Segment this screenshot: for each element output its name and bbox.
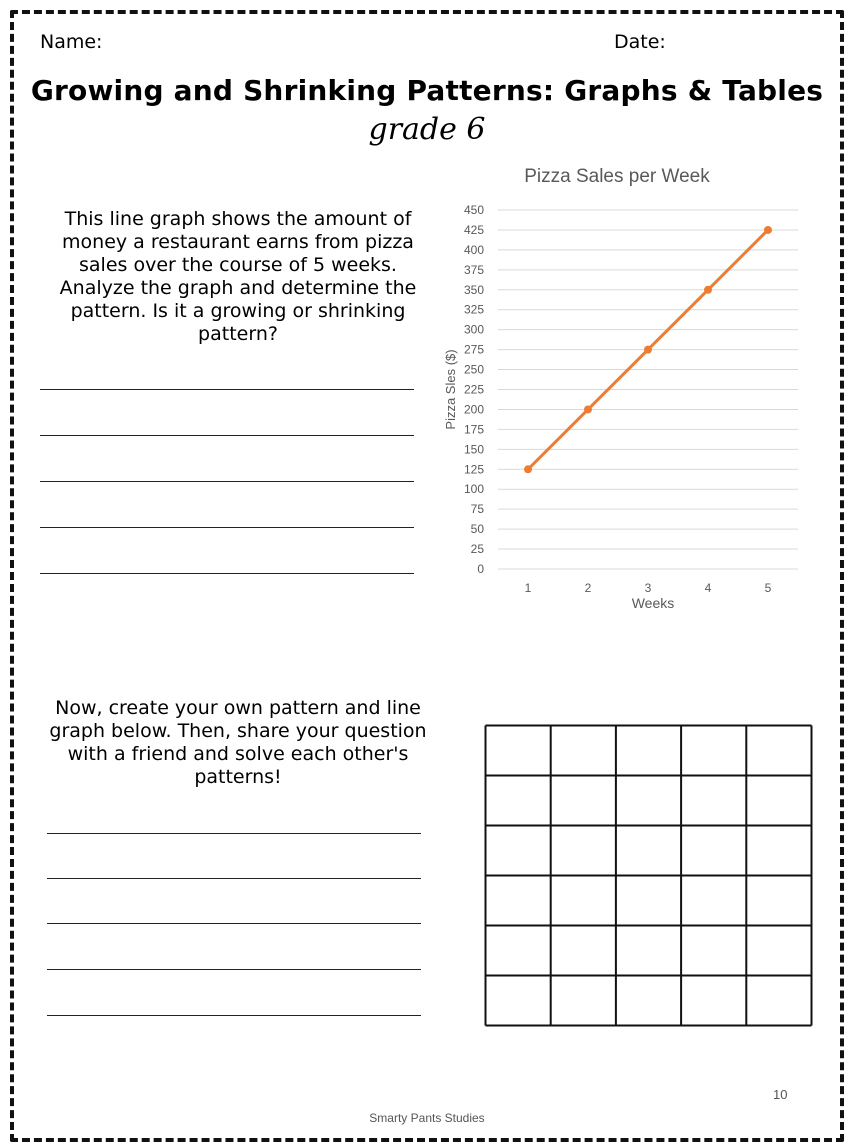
y-tick-label: 75: [470, 502, 484, 517]
y-tick-label: 0: [477, 562, 484, 576]
answer-line[interactable]: [47, 923, 421, 924]
data-point: [584, 405, 592, 413]
y-tick-label: 275: [463, 342, 484, 357]
y-tick-label: 100: [463, 482, 484, 497]
question-1-line: This line graph shows the amount of: [64, 208, 412, 230]
y-tick-label: 175: [463, 422, 484, 437]
question-1-line: Analyze the graph and determine the: [59, 277, 417, 299]
data-point: [524, 465, 532, 473]
y-tick-label: 350: [463, 282, 484, 297]
y-tick-label: 400: [463, 242, 484, 257]
y-axis-label: Pizza Sles ($): [443, 349, 458, 430]
page-number: 10: [773, 1087, 788, 1102]
answer-line[interactable]: [47, 878, 421, 879]
question-1-line: money a restaurant earns from pizza: [62, 231, 414, 253]
question-1-line: sales over the course of 5 weeks.: [79, 254, 397, 276]
question-2-line: patterns!: [194, 766, 282, 788]
x-tick-label: 4: [704, 581, 712, 595]
data-point: [704, 286, 712, 294]
y-tick-label: 150: [463, 442, 484, 457]
question-1-line: pattern?: [198, 323, 278, 345]
data-point: [764, 226, 772, 234]
y-tick-label: 325: [463, 302, 484, 317]
question-1: [30, 208, 446, 346]
y-tick-label: 50: [470, 522, 484, 537]
y-tick-label: 425: [463, 222, 484, 237]
y-tick-label: 375: [463, 262, 484, 277]
question-2-line: graph below. Then, share your question: [49, 720, 427, 742]
answer-line[interactable]: [47, 969, 421, 970]
answer-line[interactable]: [40, 481, 414, 482]
y-tick-label: 250: [463, 362, 484, 377]
x-tick-label: 2: [584, 581, 592, 595]
y-tick-label: 300: [463, 322, 484, 337]
x-tick-label: 1: [524, 581, 532, 595]
y-tick-label: 450: [463, 203, 484, 217]
y-tick-label: 200: [463, 402, 484, 417]
answer-line[interactable]: [40, 573, 414, 574]
x-axis-label: Weeks: [631, 595, 675, 611]
chart-title: Pizza Sales per Week: [524, 166, 710, 187]
answer-line[interactable]: [47, 833, 421, 834]
question-1-line: pattern. Is it a growing or shrinking: [70, 300, 406, 322]
question-2: [30, 697, 446, 789]
y-tick-label: 225: [463, 382, 484, 397]
date-label: Date:: [614, 31, 666, 53]
question-2-line: with a friend and solve each other's: [67, 743, 409, 765]
pizza-sales-line-chart: [430, 195, 810, 620]
data-point: [644, 346, 652, 354]
blank-graph-grid[interactable]: [484, 724, 814, 1028]
answer-line[interactable]: [40, 527, 414, 528]
answer-line[interactable]: [40, 435, 414, 436]
y-tick-label: 125: [463, 462, 484, 477]
worksheet-title: Growing and Shrinking Patterns: Graphs & Tables: [30, 74, 824, 107]
x-tick-label: 5: [764, 581, 772, 595]
answer-line[interactable]: [40, 389, 414, 390]
x-tick-label: 3: [644, 581, 652, 595]
footer-brand: Smarty Pants Studies: [369, 1111, 485, 1125]
answer-line[interactable]: [47, 1015, 421, 1016]
name-label: Name:: [40, 31, 103, 53]
worksheet-subtitle: grade 6: [368, 112, 486, 147]
question-2-line: Now, create your own pattern and line: [55, 697, 421, 719]
y-tick-label: 25: [470, 542, 484, 557]
